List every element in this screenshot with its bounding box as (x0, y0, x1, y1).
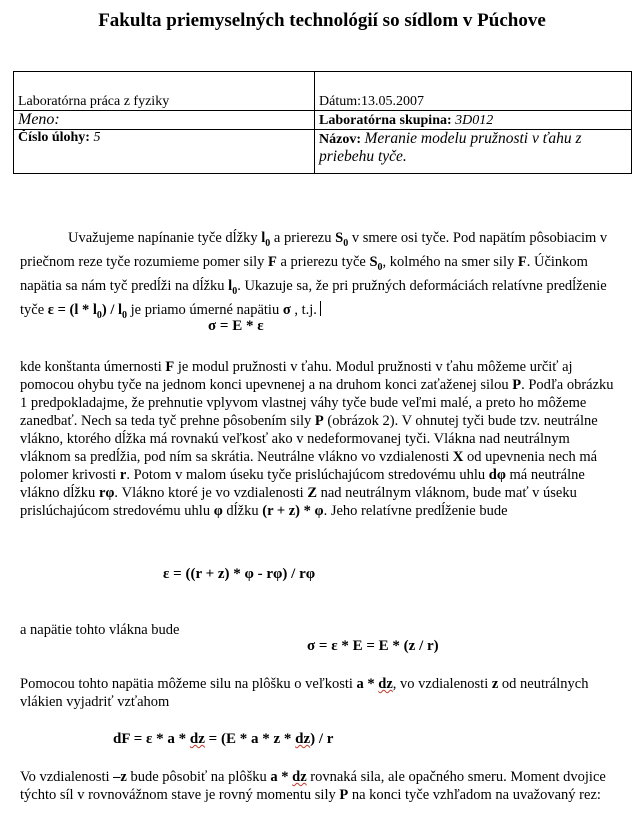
subscript: 0 (343, 237, 349, 249)
text: Vo vzdialenosti (20, 769, 114, 785)
text: od neutrálnych vlákien vyjadriť vzťahom (20, 676, 589, 710)
text: . Jeho relatívne predĺženie bude (323, 503, 508, 519)
date-cell (315, 72, 632, 111)
text: , t.j. (290, 301, 317, 318)
text: . Účinkom napätia sa nám tyč predĺži na dĺžku (20, 253, 588, 294)
subscript: 0 (96, 309, 102, 321)
task-cell (14, 130, 315, 174)
text: Pomocou tohto napätia môžeme silu na plôšku o veľkosti (20, 676, 357, 692)
text: v smere osi tyče. Pod napätím pôsobiacim v priečnom reze tyče rozumieme pomer sily (20, 230, 608, 270)
formula-part: dF = ε * a * (113, 731, 190, 747)
var-dz: dz (295, 731, 311, 747)
var-s0: S (369, 253, 378, 270)
paragraph-stress: a napätie tohto vlákna bude (20, 622, 180, 638)
formula-relative-elongation: ε = ((r + z) * φ - rφ) / rφ (163, 566, 316, 582)
var-dz: dz (292, 769, 307, 785)
var-x: X (452, 449, 464, 465)
var-a: a * (356, 676, 379, 692)
text: má neutrálne vlákno dĺžku (20, 467, 585, 501)
subscript: 0 (377, 261, 383, 273)
text: kde konštanta úmernosti (20, 359, 166, 375)
topic-value: Meranie modelu pružnosti v ťahu z priebehu tyče. (319, 130, 582, 165)
text: , vo vzdialenosti (392, 676, 492, 692)
text: je priamo úmerné napätiu (127, 301, 283, 318)
text: a prierezu (270, 230, 336, 246)
date-label: Dátum: (319, 94, 361, 109)
var-phi: φ (213, 503, 223, 519)
topic-label: Názov: (319, 132, 361, 147)
text: (obrázok 2). V ohnutej tyči bude tzv. neutrálne vlákno, ktorého dĺžka má rovnakú veľkosť ako v nedeformovanej tyči. Vlákna nad neutrálnym vláknom sa predĺžia, pod ním sa skrátia. Neutrálne vlákno vo vzdialenosti (20, 413, 598, 465)
paragraph-bending (20, 358, 620, 520)
text: dĺžku (222, 503, 263, 519)
var-rz: (r + z) * φ (262, 503, 324, 519)
formula-hooke: σ = E * ε (208, 318, 264, 334)
task-value: 5 (93, 130, 101, 145)
paragraph-moment (20, 768, 620, 804)
var-dz: dz (378, 676, 393, 692)
page-title: Fakulta priemyselných technológií so sídlom v Púchove (98, 10, 546, 31)
text: od upevnenia nech má polomer krivosti (20, 449, 598, 483)
var-z: z (491, 676, 499, 692)
var-f: F (517, 253, 527, 270)
var-dz: dz (189, 731, 205, 747)
text: a prierezu tyče (276, 253, 370, 270)
var-l0: l (261, 230, 266, 246)
strain-equation-end: ) / l (101, 301, 123, 318)
info-table (13, 71, 632, 174)
var-rphi: rφ (98, 485, 115, 501)
date-value: 13.05.2007 (361, 94, 424, 109)
name-label: Meno: (18, 111, 60, 128)
text: . Podľa obrázku 1 predpokladajme, že prehnutie vplyvom vlastnej váhy tyče bude veľmi malé, a preto ho môžeme zanedbať. Nech sa teda tyč prehne pôsobením sily (20, 377, 614, 429)
name-cell (14, 111, 315, 130)
text: na konci tyče vzhľadom na uvažovaný rez: (348, 787, 601, 803)
subscript: 0 (265, 237, 271, 249)
var-f: F (165, 359, 175, 375)
text: . Potom v malom úseku tyče prislúchajúcom stredovému uhlu (126, 467, 489, 483)
text: nad neutrálnym vláknom, bude mať v úseku prislúchajúcom stredovému uhlu (20, 485, 577, 519)
var-f: F (268, 253, 277, 270)
var-z: Z (307, 485, 317, 501)
group-value: 3D012 (455, 113, 494, 128)
group-cell (315, 111, 632, 130)
paragraph-intro (20, 229, 620, 325)
formula-stress: σ = ε * E = E * (z / r) (307, 638, 439, 654)
task-label: Číslo úlohy: (18, 130, 90, 145)
var-p: P (512, 377, 522, 393)
formula-part: = (E * a * z * (204, 731, 296, 747)
group-label: Laboratórna skupina: (319, 113, 452, 128)
text-cursor (320, 301, 322, 316)
var-s0: S (335, 230, 344, 246)
subscript: 0 (122, 309, 128, 321)
formula-part: ) / r (310, 731, 334, 747)
text: . Vlákno ktoré je vo vzdialenosti (114, 485, 308, 501)
paragraph-force (20, 675, 620, 711)
var-minus-z: –z (113, 769, 127, 785)
formula-force (113, 731, 333, 748)
subscript: 0 (232, 285, 238, 297)
var-sigma: σ (282, 301, 291, 318)
var-p: P (314, 413, 324, 429)
practice-cell (14, 72, 315, 111)
text: bude pôsobiť na plôšku (126, 769, 271, 785)
var-p: P (339, 787, 349, 803)
text: , kolmého na smer sily (382, 253, 518, 270)
text: je modul pružnosti v ťahu. Modul pružnosti v ťahu môžeme určiť aj pomocou ohybu tyče na jednom konci upevnenej a na druhom konci zaťaženej silou (20, 359, 573, 393)
practice-label: Laboratórna práca z fyziky (18, 94, 170, 109)
strain-equation: ε = (l * l (47, 301, 97, 318)
var-dphi: dφ (488, 467, 506, 483)
var-l: l (228, 277, 233, 294)
var-a: a * (270, 769, 293, 785)
text: . Ukazuje sa, že pri pružných deformáciách relatívne predĺženie tyče (20, 277, 607, 318)
text: rovnaká sila, ale opačného smeru. Moment dvojice týchto síl v rovnovážnom stave je rovný momentu sily (20, 769, 606, 803)
var-r: r (119, 467, 127, 483)
text: Uvažujeme napínanie tyče dĺžky (68, 230, 262, 246)
topic-cell (315, 130, 632, 174)
